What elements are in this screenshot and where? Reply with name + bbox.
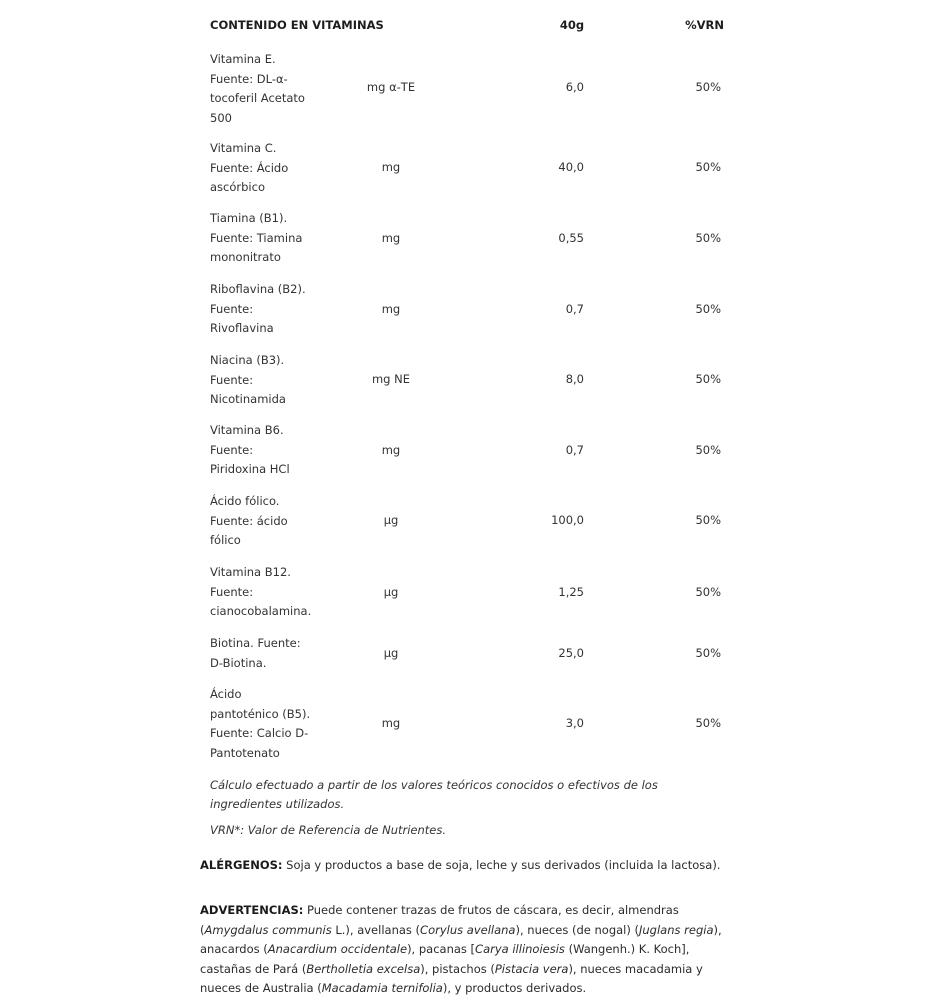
species-name: Juglans regia xyxy=(639,922,714,937)
warnings-paragraph xyxy=(200,901,725,999)
warning-text-segment: ), anacardos ( xyxy=(200,922,722,956)
warning-text-segment: L.), avellanas ( xyxy=(331,922,421,937)
species-name: Bertholletia excelsa xyxy=(306,961,421,976)
vitamin-amount: 6,0 xyxy=(565,80,584,94)
vitamin-unit: mg xyxy=(381,231,401,245)
vitamin-vrn: 50% xyxy=(695,585,721,599)
vitamin-name: Vitamina B6. Fuente: Piridoxina HCl xyxy=(210,423,290,476)
vitamin-amount: 1,25 xyxy=(558,585,584,599)
vitamin-vrn: 50% xyxy=(695,443,721,457)
vrn-definition-note: VRN*: Valor de Referencia de Nutrientes. xyxy=(210,823,447,837)
vitamin-name: Vitamina B12. Fuente: cianocobalamina. xyxy=(210,565,312,618)
warning-text-segment: ), nueces macadamia y nueces de Australia ( xyxy=(200,961,703,995)
vitamin-name: Ácido fólico. Fuente: ácido fólico xyxy=(210,494,288,547)
vitamin-unit: mg xyxy=(381,160,401,174)
calculation-note: Cálculo efectuado a partir de los valores teóricos conocidos o efectivos de los ingredientes utilizados. xyxy=(210,778,658,811)
vitamin-name: Biotina. Fuente: D-Biotina. xyxy=(210,636,301,670)
vitamin-unit: mg NE xyxy=(371,372,411,386)
species-name: Pistacia vera xyxy=(494,961,569,976)
warning-text-segment: Puede contener trazas de frutos de cáscara, es decir, almendras ( xyxy=(200,903,679,937)
vitamin-vrn: 50% xyxy=(695,231,721,245)
species-name: Anacardium occidentale xyxy=(267,942,408,956)
vitamin-vrn: 50% xyxy=(695,160,721,174)
warning-text-segment: ), pacanas [ xyxy=(407,942,476,956)
vitamin-unit: mg xyxy=(381,716,401,730)
vitamin-vrn: 50% xyxy=(695,513,721,527)
vitamin-unit: µg xyxy=(383,513,399,527)
species-name: Macadamia ternifolia xyxy=(321,981,443,995)
vitamin-unit: µg xyxy=(383,646,399,660)
vitamin-amount: 40,0 xyxy=(558,160,584,174)
vitamin-unit: mg xyxy=(381,302,401,316)
vitamin-name: Riboflavina (B2). Fuente: Rivoflavina xyxy=(210,282,306,335)
vitamin-amount: 0,7 xyxy=(565,302,584,316)
species-name: Carya illinoiesis xyxy=(475,942,565,956)
header-vitamin-content: CONTENIDO EN VITAMINAS xyxy=(210,18,384,32)
warnings-label: ADVERTENCIAS: xyxy=(200,903,304,917)
allergens-label: ALÉRGENOS: xyxy=(200,858,283,872)
allergens-paragraph xyxy=(200,856,725,876)
warning-text-segment: ), nueces (de nogal) ( xyxy=(515,922,639,937)
warning-text-segment: ), pistachos ( xyxy=(420,961,495,976)
warning-text-segment: (Wangenh.) K. Koch], castañas de Pará ( xyxy=(200,942,690,976)
species-name: Amygdalus communis xyxy=(204,922,332,937)
vitamin-name: Vitamina C. Fuente: Ácido ascórbico xyxy=(210,141,289,194)
vitamin-amount: 0,7 xyxy=(565,443,584,457)
vitamin-name: Ácido pantoténico (B5). Fuente: Calcio D- Pantotenato xyxy=(210,687,311,760)
vitamin-amount: 25,0 xyxy=(558,646,584,660)
vitamin-name: Vitamina E. Fuente: DL-α- tocoferil Acetato 500 xyxy=(210,52,305,125)
allergens-text: Soja y productos a base de soja, leche y sus derivados (incluida la lactosa). xyxy=(282,858,721,872)
vitamin-unit: mg α-TE xyxy=(366,80,416,94)
species-name: Corylus avellana xyxy=(420,922,516,937)
vitamin-name: Niacina (B3). Fuente: Nicotinamida xyxy=(210,353,286,406)
vitamin-unit: µg xyxy=(383,585,399,599)
vitamin-vrn: 50% xyxy=(695,302,721,316)
vitamin-unit: mg xyxy=(381,443,401,457)
vitamin-vrn: 50% xyxy=(695,372,721,386)
header-vrn-percent: %VRN xyxy=(685,18,724,32)
header-amount-40g: 40g xyxy=(559,18,585,32)
vitamin-vrn: 50% xyxy=(695,80,721,94)
vitamin-amount: 8,0 xyxy=(565,372,584,386)
vitamin-table-header xyxy=(0,18,930,38)
vitamin-name: Tiamina (B1). Fuente: Tiamina mononitrato xyxy=(210,211,303,264)
vitamin-amount: 100,0 xyxy=(551,513,584,527)
warning-text-segment: ), y productos derivados. xyxy=(442,981,587,995)
vitamin-amount: 3,0 xyxy=(565,716,584,730)
vitamin-amount: 0,55 xyxy=(558,231,584,245)
vitamin-vrn: 50% xyxy=(695,716,721,730)
vitamin-vrn: 50% xyxy=(695,646,721,660)
